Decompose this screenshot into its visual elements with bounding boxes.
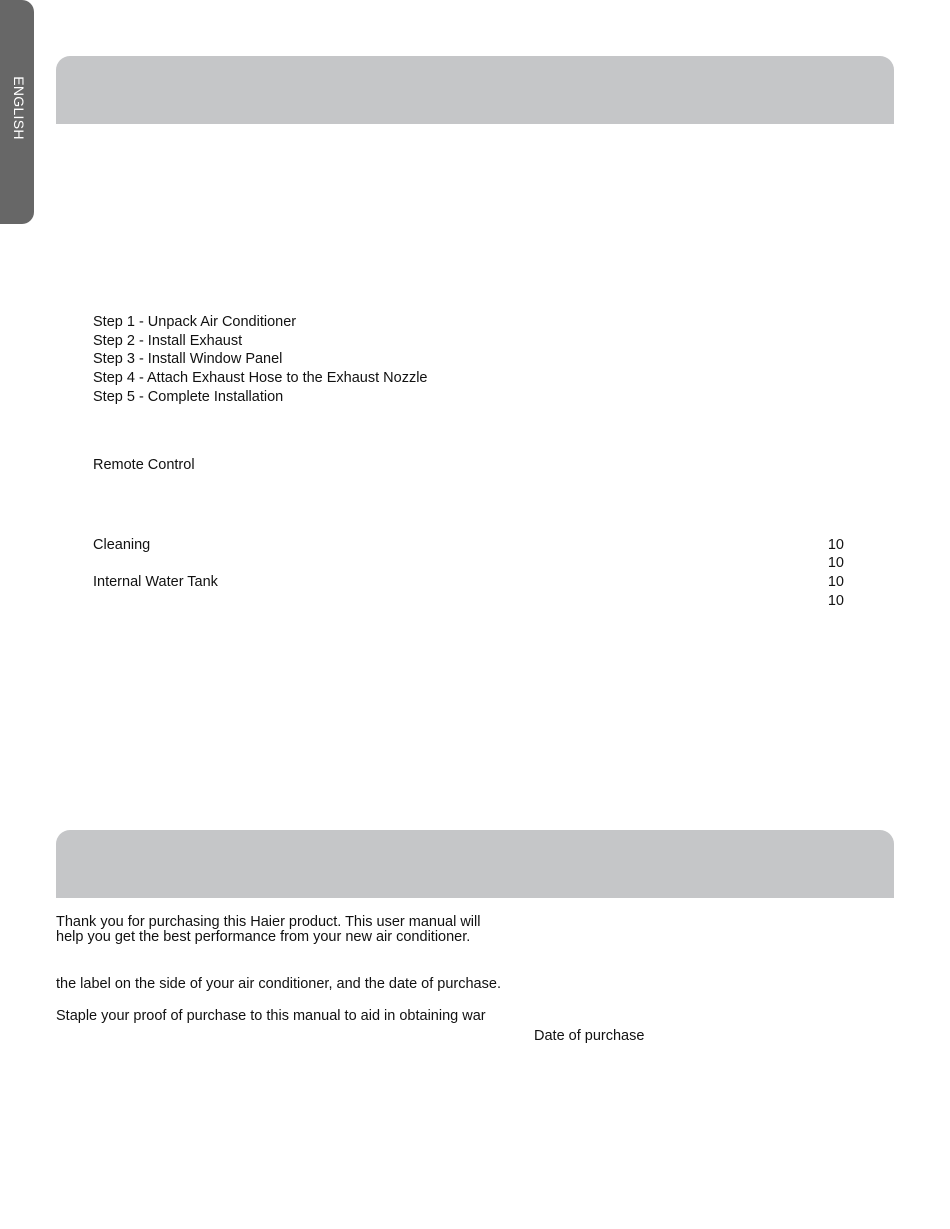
toc-page-number: 10 [827, 555, 844, 571]
toc-page-number: 10 [827, 574, 844, 590]
date-of-purchase-label: Date of purchase [534, 1028, 645, 1044]
contents-header-banner [56, 56, 894, 124]
toc-page-number: 10 [827, 593, 844, 609]
toc-internal-water-tank: Internal Water Tank [93, 574, 218, 590]
toc-remote-control: Remote Control [93, 457, 195, 473]
thank-you-line-1: Thank you for purchasing this Haier product. This user manual will [56, 914, 481, 930]
toc-page-number: 10 [827, 537, 844, 553]
toc-step-4: Step 4 - Attach Exhaust Hose to the Exhaust Nozzle [93, 370, 428, 386]
toc-step-1: Step 1 - Unpack Air Conditioner [93, 314, 297, 330]
toc-cleaning: Cleaning [93, 537, 151, 553]
language-tab [0, 0, 34, 224]
toc-step-3: Step 3 - Install Window Panel [93, 351, 283, 367]
introduction-header-banner [56, 830, 894, 898]
toc-step-5: Step 5 - Complete Installation [93, 389, 284, 405]
language-tab-label: ENGLISH [11, 76, 27, 140]
toc-step-2: Step 2 - Install Exhaust [93, 333, 243, 349]
label-line: the label on the side of your air conditioner, and the date of purchase. [56, 976, 501, 992]
staple-line: Staple your proof of purchase to this manual to aid in obtaining war [56, 1008, 486, 1024]
thank-you-line-2: help you get the best performance from your new air conditioner. [56, 929, 471, 945]
